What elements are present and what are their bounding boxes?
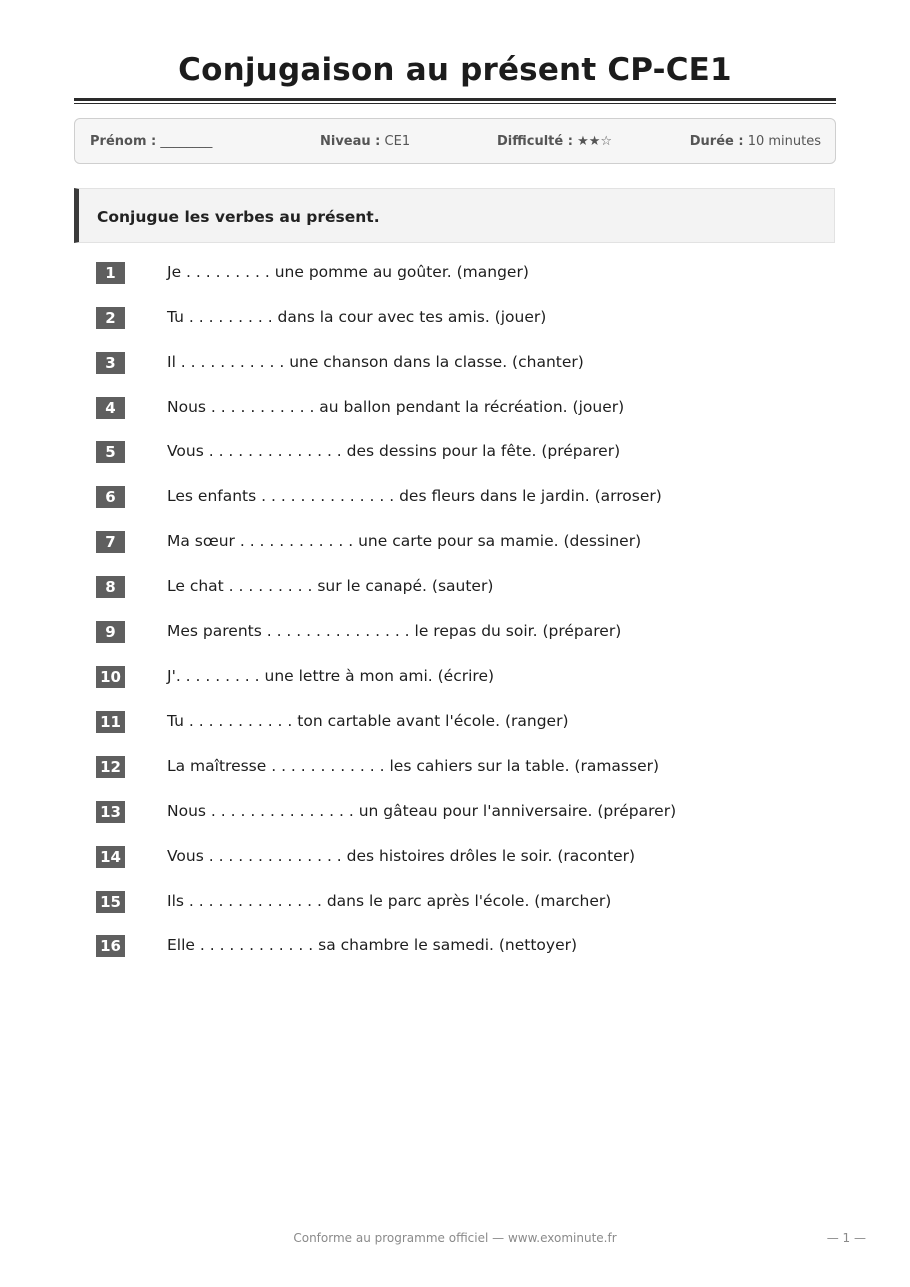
- exercise-number: 4: [96, 397, 125, 419]
- exercise-item: [0, 529, 910, 555]
- exercise-item: [0, 619, 910, 645]
- exercise-sentence: Tu . . . . . . . . . . . ton cartable avant l'école. (ranger): [167, 712, 569, 730]
- exercise-item: [0, 305, 910, 331]
- title-underline-thick: [74, 98, 836, 101]
- exercise-number: 10: [96, 666, 125, 688]
- exercise-sentence: Nous . . . . . . . . . . . . . . . un gâteau pour l'anniversaire. (préparer): [167, 802, 677, 820]
- instruction-text: Conjugue les verbes au présent.: [97, 208, 380, 226]
- exercise-item: [0, 574, 910, 600]
- exercise-number: 3: [96, 352, 125, 374]
- exercise-sentence: Mes parents . . . . . . . . . . . . . . . le repas du soir. (préparer): [167, 622, 622, 640]
- exercise-number: 14: [96, 846, 125, 868]
- exercise-item: [0, 889, 910, 915]
- exercise-number: 9: [96, 621, 125, 643]
- instruction-box: [74, 188, 835, 243]
- niveau-value: CE1: [384, 134, 411, 149]
- exercise-sentence: Il . . . . . . . . . . . une chanson dans la classe. (chanter): [167, 353, 584, 371]
- exercise-item: [0, 709, 910, 735]
- exercise-item: [0, 844, 910, 870]
- exercise-number: 2: [96, 307, 125, 329]
- exercise-number: 16: [96, 935, 125, 957]
- exercise-item: [0, 260, 910, 286]
- exercise-number: 13: [96, 801, 125, 823]
- title-underline-thin: [74, 103, 836, 104]
- exercise-sentence: Les enfants . . . . . . . . . . . . . . des fleurs dans le jardin. (arroser): [167, 487, 662, 505]
- exercise-item: [0, 799, 910, 825]
- exercise-number: 7: [96, 531, 125, 553]
- exercise-sentence: Ma sœur . . . . . . . . . . . . une carte pour sa mamie. (dessiner): [167, 532, 642, 550]
- exercise-sentence: Tu . . . . . . . . . dans la cour avec tes amis. (jouer): [167, 308, 547, 326]
- page-footer: Conforme au programme officiel — www.exominute.fr: [293, 1231, 617, 1245]
- exercise-item: [0, 484, 910, 510]
- page-title: Conjugaison au présent CP-CE1: [178, 52, 732, 88]
- exercise-sentence: Nous . . . . . . . . . . . au ballon pendant la récréation. (jouer): [167, 398, 625, 416]
- exercise-number: 1: [96, 262, 125, 284]
- prenom-label: Prénom :: [90, 134, 157, 149]
- difficulte-label: Difficulté :: [497, 134, 573, 149]
- info-prenom: [90, 134, 212, 149]
- exercise-sentence: Vous . . . . . . . . . . . . . . des dessins pour la fête. (préparer): [167, 442, 621, 460]
- info-box: [74, 118, 836, 164]
- exercise-sentence: Vous . . . . . . . . . . . . . . des histoires drôles le soir. (raconter): [167, 847, 636, 865]
- exercise-number: 8: [96, 576, 125, 598]
- exercise-item: [0, 933, 910, 959]
- exercise-sentence: La maîtresse . . . . . . . . . . . . les cahiers sur la table. (ramasser): [167, 757, 660, 775]
- info-duree: [690, 134, 821, 149]
- page-number: — 1 —: [826, 1231, 866, 1245]
- duree-label: Durée :: [689, 134, 744, 149]
- exercise-number: 5: [96, 441, 125, 463]
- exercise-number: 11: [96, 711, 125, 733]
- info-difficulte: [497, 134, 612, 149]
- exercise-sentence: Elle . . . . . . . . . . . . sa chambre le samedi. (nettoyer): [167, 936, 578, 954]
- exercise-item: [0, 664, 910, 690]
- exercise-item: [0, 350, 910, 376]
- exercise-sentence: Ils . . . . . . . . . . . . . . dans le parc après l'école. (marcher): [167, 892, 612, 910]
- info-niveau: [320, 134, 410, 149]
- difficulte-stars: ★★☆: [577, 134, 613, 149]
- exercise-number: 15: [96, 891, 125, 913]
- exercise-item: [0, 395, 910, 421]
- duree-value: 10 minutes: [747, 134, 821, 149]
- exercise-item: [0, 439, 910, 465]
- exercise-sentence: J'. . . . . . . . . une lettre à mon ami. (écrire): [167, 667, 495, 685]
- prenom-value: ________: [160, 134, 213, 149]
- exercise-sentence: Le chat . . . . . . . . . sur le canapé. (sauter): [167, 577, 494, 595]
- exercise-sentence: Je . . . . . . . . . une pomme au goûter. (manger): [167, 263, 529, 281]
- exercise-number: 12: [96, 756, 125, 778]
- exercise-item: [0, 754, 910, 780]
- exercise-number: 6: [96, 486, 125, 508]
- niveau-label: Niveau :: [320, 134, 381, 149]
